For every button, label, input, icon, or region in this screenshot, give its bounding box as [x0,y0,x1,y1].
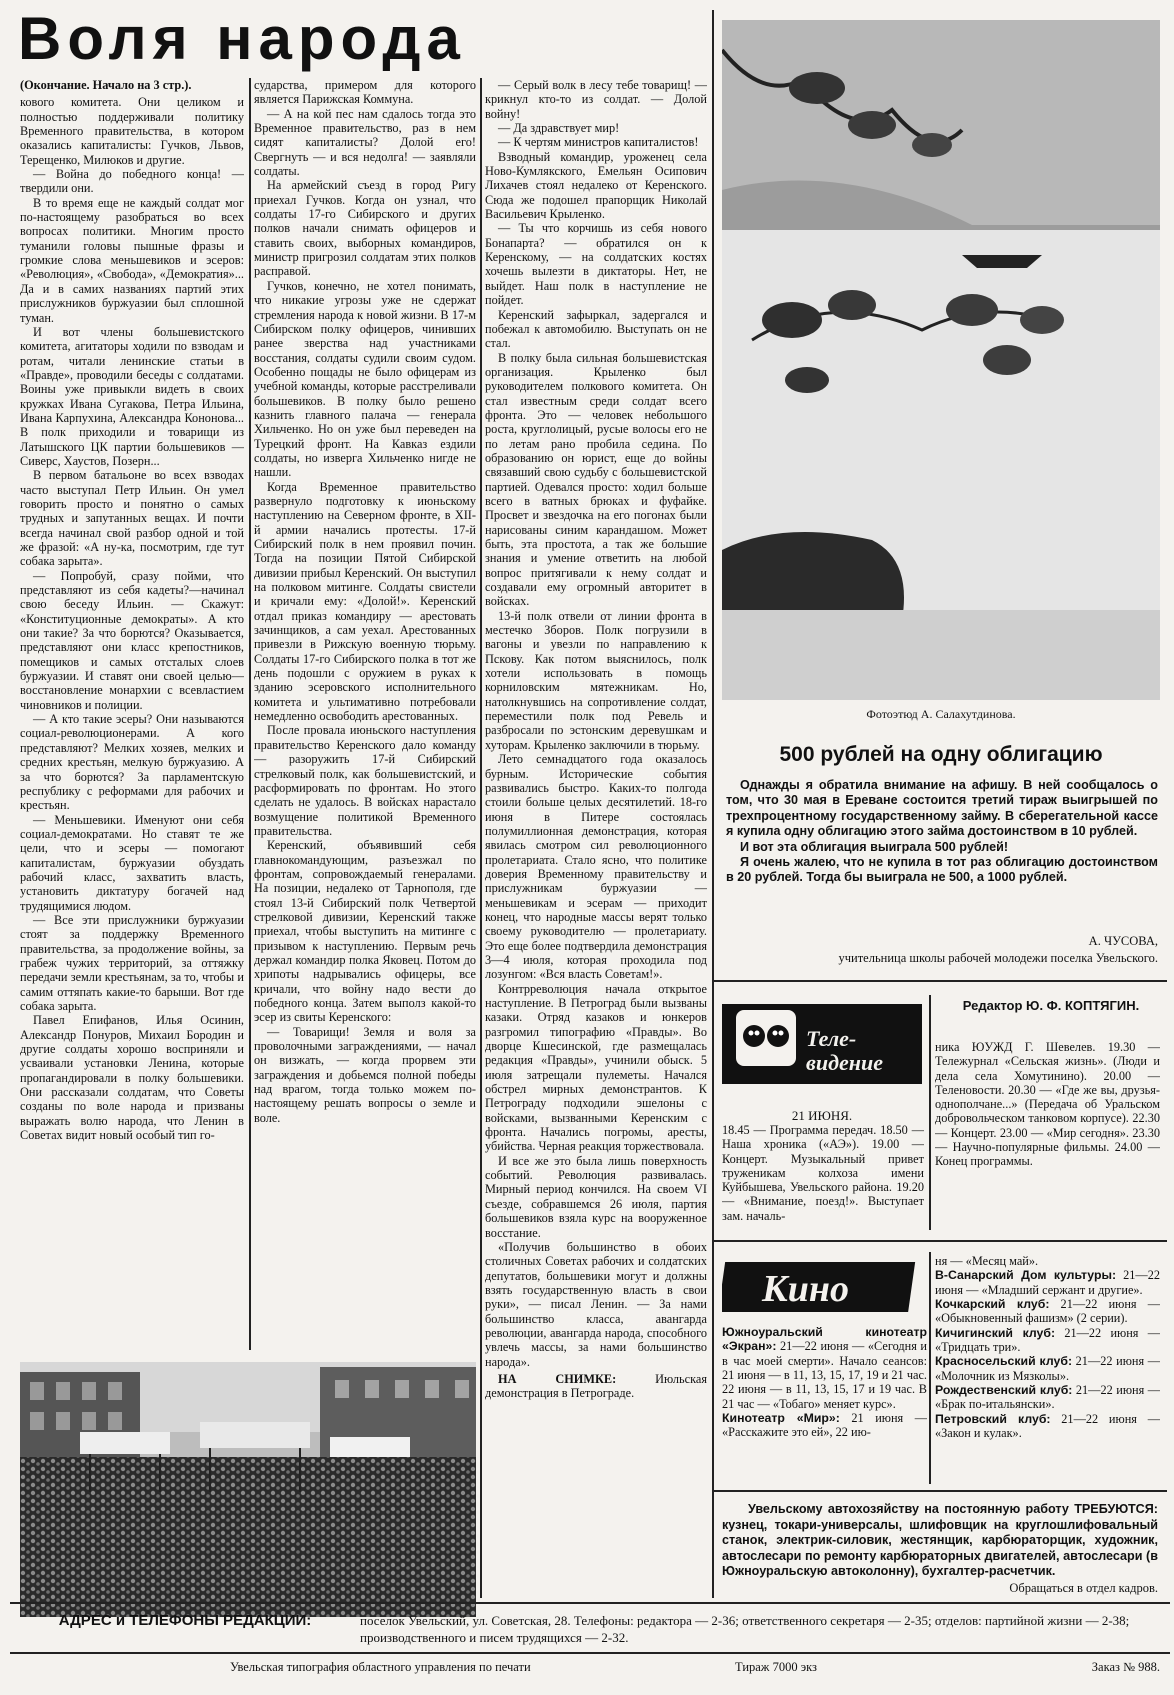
bond-paragraph: Я очень жалею, что не купила в тот раз облигацию достоинством в 20 рублей. Тогда бы выиграла не 500, а 1000 рублей. [726,855,1158,885]
column-3-text [485,78,707,1369]
article-paragraph: И все же это была лишь поверхность событий. Революция развивалась. Мирный период кончился. На своем VI съезде, собравшемся 26 июля, партия большевиков взяла курс на вооруженное восстание. [485,1153,707,1240]
cinema-schedule: ня — «Месяц май». [935,1254,1039,1268]
cinema-schedule: 21—22 июня — «Сегодня и в час моей смерти». Начало сеансов: 21 июня — в 11, 13, 15, 17, 19 и 21 час. 22 июня — в 11, 13, 15, 17 и 19 час. В 21 час — «Тобаго» меняет курс». [722,1339,927,1411]
cinema-schedule: 21—22 июня — «Закон и кулак». [935,1411,1160,1441]
column-divider [249,78,251,1350]
cinema-logo [722,1256,922,1318]
cinema-venue: Рождественский клуб: [935,1383,1073,1398]
cinema-listing [935,1297,1160,1326]
footer-address-label: АДРЕС и ТЕЛЕФОНЫ РЕДАКЦИИ: [58,1612,312,1629]
article-paragraph: — А на кой пес нам сдалось тогда это Временное правительство, раз в нем сидят капиталисты? Долой его! Свергнуть — и вся недолга! — заявляли солдаты. [254,106,476,179]
cinema-listings-right [935,1254,1160,1484]
footer-order: Заказ № 988. [1091,1660,1160,1674]
tv-logo [722,996,922,1096]
cinema-listing [722,1325,927,1411]
article-paragraph: В то время еще не каждый солдат мог по-настоящему разобраться во всех вопросах политики. Многим просто туманили головы пышные фразы и громкие слова меньшевиков и эсеров: «Революция», «Свобода», «Демократия»... Да и в самих названиях партий этих прислужников буржуазии был сплошной туман. [20,195,244,325]
article-paragraph: 13-й полк отвели от линии фронта в местечко Зборов. Полк погрузили в вагоны и увезли по направлению к Пскову. Как потом выяснилось, полк хотели использовать в помощь корниловским мятежникам. Но, натолкнувшись на сопротивление солдат, переместили полк под Ревель и разбросали по эстонским деревушкам и хуторам. Крыленко заключили в тюрьму. [485,608,707,752]
cinema-venue: Петровский клуб: [935,1411,1051,1426]
bond-article-title: 500 рублей на одну облигацию [779,743,1103,766]
tv-date: 21 ИЮНЯ. [791,1108,853,1123]
cinema-listing [935,1254,1160,1268]
article-paragraph: На армейский съезд в город Ригу приехал Гучков. Когда он узнал, что солдаты 17-го Сибирского и других полков начали снимать офицеров и ставить своих, выборных командиров, министр пригрозил солдатам этих полков расправой. [254,178,476,279]
column-divider [480,78,482,1598]
article-paragraph: Взводный командир, уроженец села Ново-Кумлякского, Емельян Осипович Лихачев стоял недалеко от Керенского. Сюда же подошел прапорщик Николай Васильевич Крыленко. [485,149,707,222]
fishing-photo-credit: Фотоэтюд А. Салахутдинова. [866,707,1016,721]
section-divider [712,980,1167,982]
article-paragraph: Павел Епифанов, Илья Осинин, Александр Понуров, Михаил Бородин и другие солдаты хорошо восприняли и усваивали установки Ленина, которые пропагандировали в полку большевики. Они рассказали солдатам, что Советы созданы по воле народа и призваны выражать волю народа, что Ленин в Советах видит новый особый тип го- [20,1013,244,1143]
cinema-listings-left [722,1325,927,1485]
cinema-listing [935,1326,1160,1355]
footer-divider [10,1652,1170,1654]
article-paragraph: И вот члены большевистского комитета, агитаторы ходили по взводам и ротам, читали ленинские статьи в «Правде», проводили беседы с солдатами. Воины уже привыкли видеть в своих кружках Ивана Сугакова, Петра Ильина, Ивана Карпухина, Александра Кононова... В полк приходили и товарищи из Латышского ЦК партии большевиков — Сиверс, Хаустов, Позерн... [20,324,244,468]
cinema-listing [935,1412,1160,1441]
bond-signature-role: учительница школы рабочей молодежи поселка Увельского. [838,951,1158,965]
tv-schedule-right: ника ЮУЖД Г. Шевелев. 19.30 — Тележурнал «Сельская жизнь». (Люди и дела села Хомутинино). 20.00 — Теленовости. 20.30 — «Где же вы, друзья-однополчане...» (Передача об Уральском добровольческом танковом корпусе). 22.30 — Концерт. 23.00 — «Мир сегодня». 23.30 — Научно-популярные фильмы. 24.00 — Конец программы. [935,1040,1160,1169]
article-paragraph: — Серый волк в лесу тебе товарищ! — крикнул кто-то из солдат. — Долой войну! [485,78,707,121]
article-paragraph: После провала июньского наступления правительство Керенского дало команду — разоружить 17-й Сибирский стрелковый полк, как большевистский, и расформировать по фронтам. Но этого сделать не удалось. В войсках нарастало возмущение политикой Временного правительства. [254,723,476,838]
article-paragraph: Гучков, конечно, не хотел понимать, что никакие угрозы уже не сдержат стремления народа к новой жизни. В 17-м Сибирском полку офицеров, чинивших ранее зверства над участниками восстания, солдаты судили своим судом. Особенно пощады не было офицерам из учебной команды, которые расстреливали большевиков. В полку было решено казнить главного палача — генерала Хильченко. Но он уже был переведен на Турецкий фронт. На Кавказ ездили солдаты, но изверга Хильченко нигде не нашли. [254,278,476,480]
photo-caption-label: НА СНИМКЕ: [498,1371,617,1386]
section-divider [712,1490,1167,1492]
article-paragraph: В первом батальоне во всех взводах часто выступал Петр Ильин. Он умел говорить просто и понятно о самых трудных и запутанных вещах. И почти всегда начинал свой разбор одной и той же фразой: «А ну-ка, посмотрим, где тут собака зарыта». [20,468,244,569]
editor-line: Редактор Ю. Ф. КОПТЯГИН. [962,998,1140,1013]
footer-circulation: Тираж 7000 экз [735,1660,817,1674]
column-divider [929,995,931,1230]
column-2-text [254,78,476,1125]
tv-schedule-left: 18.45 — Программа передач. 18.50 — Наша хроника («АЭ»). 19.00 — Концерт. Музыкальный привет труженикам колхоза имени Куйбышева, Увельского района. 19.20 — «Внимание, поезд!». Выступает зам. началь- [722,1123,924,1223]
article-paragraph: — Война до победного конца! — твердили они. [20,167,244,196]
cinema-venue: Кочкарский клуб: [935,1297,1050,1312]
cinema-schedule: 21 июня — «Расскажите это ей», 22 ию- [722,1411,927,1440]
cinema-venue: В-Санарский Дом культуры: [935,1268,1117,1283]
article-paragraph: — Попробуй, сразу пойми, что представляют из себя кадеты?—начинал свою беседу Ильин. — Скажут: «Конституционные демократы». А кто они такие? За что борются? Оказывается, представляют они класс крепостников, помещиков и самых отсталых слоев буржуазии. И ставят они своей целью—восстановление монархии с всевластием чиновников и полиции. [20,568,244,712]
cinema-logo-text: Кино [762,1268,850,1310]
cinema-schedule: 21—22 июня — «Брак по-итальянски». [935,1383,1160,1412]
article-column-1 [20,78,244,1350]
article-paragraph: В полку была сильная большевистская организация. Крыленко был руководителем полкового комитета. Он стал известным среди солдат всего фронта. Это — человек небольшого роста, круглолицый, русые волосы его не по летам рано пробила седина. По образованию он юрист, еще до войны связавший свою судьбу с большевистской партией. Одевался просто: ходил больше всего в ватных брюках и фуфайке. Просвет и звездочка на его погонах были нарисованы синим карандашом. Может быть, эта простота, а так же большие знания и умение ответить на любой вопрос притягивали к нему солдат и создавали ему огромный авторитет в войсках. [485,350,707,609]
article-paragraph: Когда Временное правительство развернуло подготовку к июньскому наступлению на Северном фронте, в XII-й армии начались протесты. 17-й Сибирский полк в нем проявил почин. Тогда на позиции Пятой Сибирской дивизии прибыл Керенский. Он выступил на полковом митинге. Солдаты свистели и кричали ему: «Долой!». Керенский отдал приказ командиру — арестовать зачинщиков, а сам уехал. Арестованных привезли в Рижскую военную тюрьму. Солдаты 17-го Сибирского полка в тот же день подошли с оружием в руках к зданию эсеровского исполнительного комитета и ультимативно потребовали немедленно освободить арестованных. [254,479,476,724]
article-paragraph: «Получив большинство в обоих столичных Советах рабочих и солдатских депутатов, большевики могут и должны взять государственную власть в свои руки», — писал Ленин. — За нами большинство класса, авангарда революции, авангарда народа, способного увлечь массы, за нами большинство народа». [485,1239,707,1369]
cinema-listing [935,1383,1160,1412]
article-paragraph: — Ты что корчишь из себя нового Бонапарта? — обратился он к Керенскому, — на солдатских костях хочешь вылезти в диктаторы. Нет, не выйдет. Наш полк в наступление не пойдет. [485,221,707,308]
article-paragraph: кового комитета. Они целиком и полностью поддерживали политику Временного правительства, в котором оказались капиталисты: Гучков, Львов, Терещенко, Милюков и другие. [20,95,244,167]
cinema-schedule: 21—22 июня — «Тридцать три». [935,1325,1160,1355]
article-column-3 [485,78,707,1583]
footer-address: поселок Увельский, ул. Советская, 28. Телефоны: редактора — 2-36; ответственного секретаря — 2-35; отделов: партийной жизни — 2-38; производственного и писем трудящихся — 2-32. [360,1613,1130,1645]
cinema-listing [935,1268,1160,1297]
section-divider [712,1240,1167,1242]
cinema-venue: Кинотеатр «Мир»: [722,1411,840,1426]
tv-logo-text: видение [806,1050,883,1075]
continued-note: (Окончание. Начало на 3 стр.). [20,78,192,92]
cinema-venue: Кичигинский клуб: [935,1325,1056,1340]
column-divider [712,10,714,1598]
cinema-venue: Южноуральский кинотеатр «Экран»: [722,1325,927,1354]
fishing-photo [722,20,1160,700]
photo-caption-text: Июльская демонстрация в Петрограде. [485,1371,707,1401]
article-paragraph: Контрреволюция начала открытое наступление. В Петроград были вызваны казаки. Отряд казаков и юнкеров разгромил типографию «Правды». Во дворце Кшесинской, где размещалась редакция «Правды», учинили обыск. 5 июля затрещали пулеметы. Начался обстрел мирных демонстрантов. К Петрограду подходили эшелоны с войсками, вызванными Керенским с фронта. Начались погромы, аресты, убийства. Черная реакция торжествовала. [485,981,707,1154]
newspaper-masthead: Воля народа [18,5,466,72]
bond-paragraph: Однажды я обратила внимание на афишу. В ней сообщалось о том, что 30 мая в Ереване состоится третий тираж выигрышей по трехпроцентному государственному займу. В сберегательной кассе я купила одну облигацию этого займа достоинством в 10 рублей. [726,778,1158,839]
cinema-listing [722,1411,927,1440]
article-paragraph: — К чертям министров капиталистов! [498,135,699,150]
cinema-venue: Красносельский клуб: [935,1354,1073,1369]
article-paragraph: — Все эти прислужники буржуазии стоят за поддержку Временного правительства, за продолжение войны, за грабеж чужих территорий, за оттяжку передачи земли крестьянам, за то, чтобы и самим оттяпать какие-то барыши. Вот где собака зарыта. [20,912,244,1013]
article-paragraph: — Товарищи! Земля и воля за проволочными заграждениями, — начал он визжать, — когда прорвем эти заграждения и добьемся полной победы над врагом, тогда только можем по-настоящему решать вопросы о земле и воле. [254,1024,476,1125]
article-column-2 [254,78,476,1358]
cinema-listing [935,1354,1160,1383]
demonstration-photo [20,1362,476,1617]
job-advertisement-contact: Обращаться в отдел кадров. [1009,1581,1158,1595]
article-paragraph: Керенский зафыркал, задергался и побежал к автомобилю. Выступать он не стал. [485,307,707,351]
bond-signature: А. ЧУСОВА, [1088,934,1158,948]
bond-article [726,778,1158,886]
article-paragraph: Лето семнадцатого года оказалось бурным. Исторические события развивались быстро. Каких-то полгода стоили больше целых десятилетий. 18-го июня в Питере состоялась полумиллионная демонстрация, которая явилась смотром сил революционного пролетариата. Стало ясно, что политике доверия Временному правительству и прислужникам буржуазии — меньшевикам и эсерам — приходит конец, что народные массы верят только своему руководителю — пролетариату. Это еще более подтвердила демонстрация 3—4 июля, которая проходила под лозунгом: «Вся власть Советам!». [485,752,707,982]
article-paragraph: — Да здравствует мир! [498,121,620,136]
footer-divider [10,1602,1170,1604]
column-divider [929,1252,931,1484]
column-1-text [20,95,244,1142]
article-paragraph: сударства, примером для которого является Парижская Коммуна. [254,78,476,107]
job-advertisement: Увельскому автохозяйству на постоянную работу ТРЕБУЮТСЯ: кузнец, токари-универсалы, шлифовщик на круглошлифовальный станок, электрик-силовик, жестянщик, карбюраторщик, художник, автослесари по ремонту карбюраторных двигателей, автослесари (в Южноуральскую автоколонну), бухгалтер-расчетчик. [722,1502,1158,1579]
bond-paragraph: И вот эта облигация выиграла 500 рублей! [740,839,1009,854]
cinema-schedule: 21—22 июня — «Младший сержант и другие». [935,1268,1160,1297]
tv-logo-text: Теле- [806,1026,857,1051]
footer-printer: Увельская типография областного управления по печати [230,1660,531,1674]
article-paragraph: — А кто такие эсеры? Они называются социал-революционерами. А кого представляют? Мелких хозяев, мелких и средних крестьян, мелкую буржуазию. А за что борются? За парламентскую республику с реформами для рабочих и крестьян. [20,712,244,813]
article-paragraph: — Меньшевики. Именуют они себя социал-демократами. Но ставят те же цели, что и эсеры — помогают капиталистам, буржуазии обуздать рабочий класс, захватить власть, установить диктатуру богачей над трудящимися людом. [20,812,244,913]
cinema-schedule: 21—22 июня — «Молочник из Мязколы». [935,1354,1160,1383]
article-paragraph: Керенский, объявивший себя главнокомандующим, разъезжал по фронтам, сопровождаемый генералами. На позиции, недалеко от Тарнополя, где стоял 13-й Сибирский полк Четвертой стрелковой дивизии, Керенский также приехал, чтобы выступить на митинге с призывом к наступлению. Первым речь держал командир полка Яковец. Потом до хрипоты надрывались офицеры, все кричали, что войну надо вести до победного конца. Затем выполз какой-то эсер из свиты Керенского: [254,838,476,1025]
cinema-schedule: 21—22 июня — «Обыкновенный фашизм» (2 серии). [935,1297,1160,1326]
